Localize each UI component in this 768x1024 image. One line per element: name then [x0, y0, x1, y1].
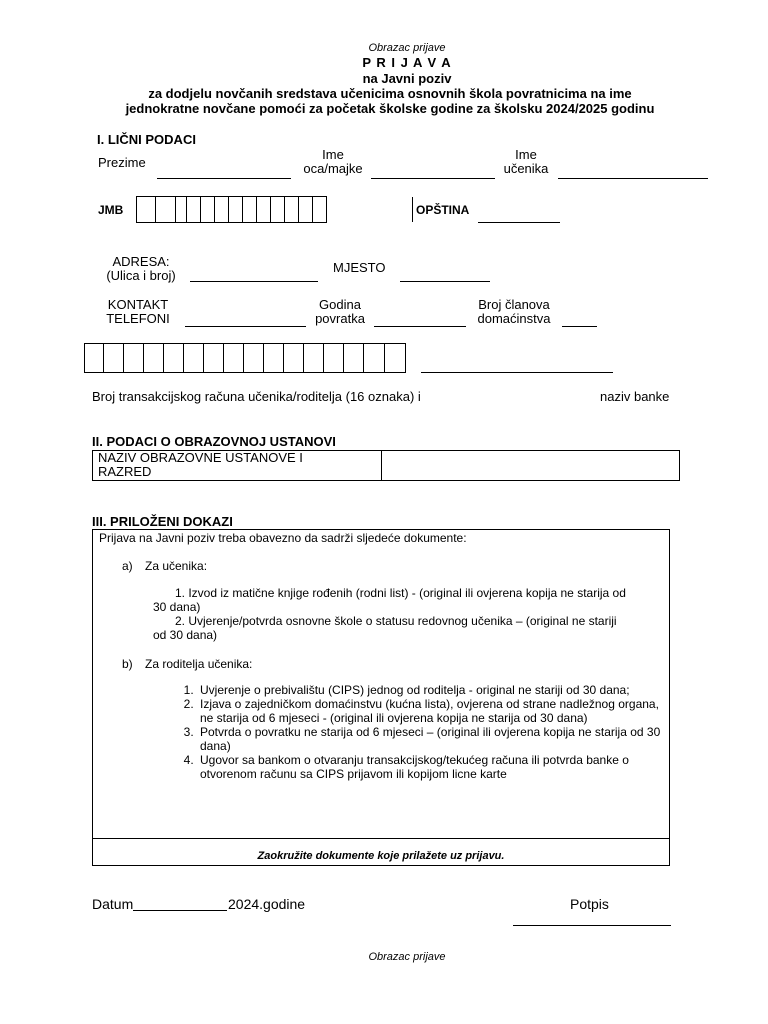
page-subtitle: na Javni poziv	[362, 71, 452, 86]
jmb-digit[interactable]	[176, 196, 187, 223]
racun-digit[interactable]	[364, 343, 385, 373]
racun-digit[interactable]	[304, 343, 324, 373]
broj-clanova-label-line2: domaćinstva	[477, 311, 551, 326]
b-item: 1. Uvjerenje o prebivalištu (CIPS) jednog od roditelja - original ne stariji od 30 dana;	[197, 683, 669, 697]
mjesto-field[interactable]	[400, 281, 490, 282]
kontakt-field[interactable]	[185, 326, 306, 327]
mjesto-label: MJESTO	[333, 260, 386, 275]
prezime-field[interactable]	[157, 178, 291, 179]
racun-digit[interactable]	[204, 343, 224, 373]
form-label-top: Obrazac prijave	[368, 42, 446, 54]
ime-ucenika-label-line2: učenika	[503, 161, 549, 176]
jmb-digit[interactable]	[156, 196, 176, 223]
godina-label-line2: povratka	[315, 311, 365, 326]
jmb-digit[interactable]	[299, 196, 313, 223]
opstina-label: OPŠTINA	[416, 203, 470, 217]
racun-digit[interactable]	[385, 343, 406, 373]
broj-clanova-field[interactable]	[562, 326, 597, 327]
jmb-digit[interactable]	[271, 196, 285, 223]
form-label-bottom: Obrazac prijave	[368, 951, 446, 963]
racun-boxes[interactable]	[84, 343, 406, 373]
racun-digit[interactable]	[184, 343, 204, 373]
dokazi-footer-note: Zaokružite dokumente koje prilažete uz prijavu.	[257, 850, 505, 862]
ustanova-label-line1: NAZIV OBRAZOVNE USTANOVE I	[98, 450, 303, 465]
jmb-digit[interactable]	[243, 196, 257, 223]
dokazi-divider	[93, 838, 669, 839]
a-label: Za učenika:	[145, 559, 208, 573]
potpis-field[interactable]	[513, 925, 671, 926]
ustanova-table	[92, 450, 680, 481]
section1-heading: I. LIČNI PODACI	[97, 132, 196, 147]
datum-field[interactable]	[133, 910, 227, 911]
racun-digit[interactable]	[344, 343, 364, 373]
dokazi-box	[92, 529, 670, 866]
racun-label: Broj transakcijskog računa učenika/roditelja (16 oznaka) i	[92, 389, 421, 404]
section3-heading: III. PRILOŽENI DOKAZI	[92, 514, 233, 529]
a-item2-line1: 2. Uvjerenje/potvrda osnovne škole o statusu redovnog učenika – (original ne stariji	[175, 614, 617, 628]
a-item1-line1: 1. Izvod iz matične knjige rođenih (rodni list) - (original ili ovjerena kopija ne starija od	[175, 586, 626, 600]
jmb-digit[interactable]	[313, 196, 327, 223]
godina-povratka-label	[304, 298, 376, 326]
racun-digit[interactable]	[244, 343, 264, 373]
b-item: 3. Potvrda o povratku ne starija od 6 mjeseci – (original ili ovjerena kopija ne starija od 30 dana)	[197, 725, 669, 753]
page-title: P R I J A V A	[362, 55, 452, 70]
ime-ucenika-label-line1: Ime	[515, 147, 537, 162]
potpis-label: Potpis	[570, 896, 609, 912]
jmb-digit[interactable]	[257, 196, 271, 223]
jmb-digit[interactable]	[229, 196, 243, 223]
a-marker: a)	[122, 559, 133, 573]
racun-digit[interactable]	[124, 343, 144, 373]
racun-digit[interactable]	[84, 343, 104, 373]
ustanova-value-cell[interactable]	[382, 451, 680, 481]
kontakt-label-line2: TELEFONI	[106, 311, 170, 326]
b-item: 2. Izjava o zajedničkom domaćinstvu (kućna lista), ovjerena od strane nadležnog organa, ne starija od 6 mjeseci - (original ili ovjerena kopija ne starija od 30 dana)	[197, 697, 669, 725]
description-line1: za dodjelu novčanih sredstava učenicima osnovnih škola povratnicima na ime	[148, 86, 632, 101]
racun-digit[interactable]	[224, 343, 244, 373]
ime-oca-label	[297, 148, 369, 176]
godina-povratka-field[interactable]	[374, 326, 466, 327]
jmb-digit[interactable]	[285, 196, 299, 223]
racun-digit[interactable]	[144, 343, 164, 373]
jmb-digit[interactable]	[187, 196, 201, 223]
racun-digit[interactable]	[104, 343, 124, 373]
ime-ucenika-label	[500, 148, 552, 176]
ustanova-label-cell	[93, 451, 382, 481]
datum-label: Datum	[92, 896, 134, 912]
godina-label-line1: Godina	[319, 297, 361, 312]
a-item1-line2: 30 dana)	[153, 600, 201, 614]
adresa-label	[102, 255, 180, 283]
jmb-label: JMB	[98, 203, 124, 217]
racun-digit[interactable]	[264, 343, 284, 373]
kontakt-label-line1: KONTAKT	[107, 297, 169, 312]
adresa-label-line2: (Ulica i broj)	[106, 268, 176, 283]
adresa-field[interactable]	[190, 281, 318, 282]
jmb-digit[interactable]	[136, 196, 156, 223]
jmb-boxes[interactable]	[136, 196, 327, 223]
ustanova-label-line2: RAZRED	[98, 464, 152, 479]
ime-oca-label-line2: oca/majke	[303, 161, 363, 176]
section2-heading: II. PODACI O OBRAZOVNOJ USTANOVI	[92, 434, 336, 449]
racun-digit[interactable]	[284, 343, 304, 373]
broj-clanova-label	[474, 298, 554, 326]
ime-oca-label-line1: Ime	[322, 147, 344, 162]
ime-ucenika-field[interactable]	[558, 178, 708, 179]
adresa-label-line1: ADRESA:	[112, 254, 170, 269]
racun-digit[interactable]	[164, 343, 184, 373]
b-item: 4. Ugovor sa bankom o otvaranju transakcijskog/tekućeg računa ili potvrda banke o otvorenom računu sa CIPS prijavom ili kopijom licne karte	[197, 753, 669, 781]
jmb-digit[interactable]	[201, 196, 215, 223]
opstina-field[interactable]	[478, 222, 560, 223]
racun-digit[interactable]	[324, 343, 344, 373]
naziv-banke-field[interactable]	[421, 372, 613, 373]
b-list	[169, 683, 669, 781]
b-label: Za roditelja učenika:	[145, 657, 253, 671]
description-line2: jednokratne novčane pomoći za početak školske godine za školsku 2024/2025 godinu	[125, 101, 655, 116]
godine-label: 2024.godine	[228, 896, 306, 912]
prezime-label: Prezime	[98, 155, 146, 170]
broj-clanova-label-line1: Broj članova	[478, 297, 550, 312]
kontakt-label	[98, 298, 178, 326]
b-marker: b)	[122, 657, 133, 671]
a-item2-line2: od 30 dana)	[153, 628, 218, 642]
naziv-banke-label: naziv banke	[600, 389, 670, 404]
dokazi-intro: Prijava na Javni poziv treba obavezno da sadrži sljedeće dokumente:	[99, 531, 467, 545]
jmb-digit[interactable]	[215, 196, 229, 223]
ime-oca-field[interactable]	[371, 178, 495, 179]
divider	[412, 197, 413, 222]
